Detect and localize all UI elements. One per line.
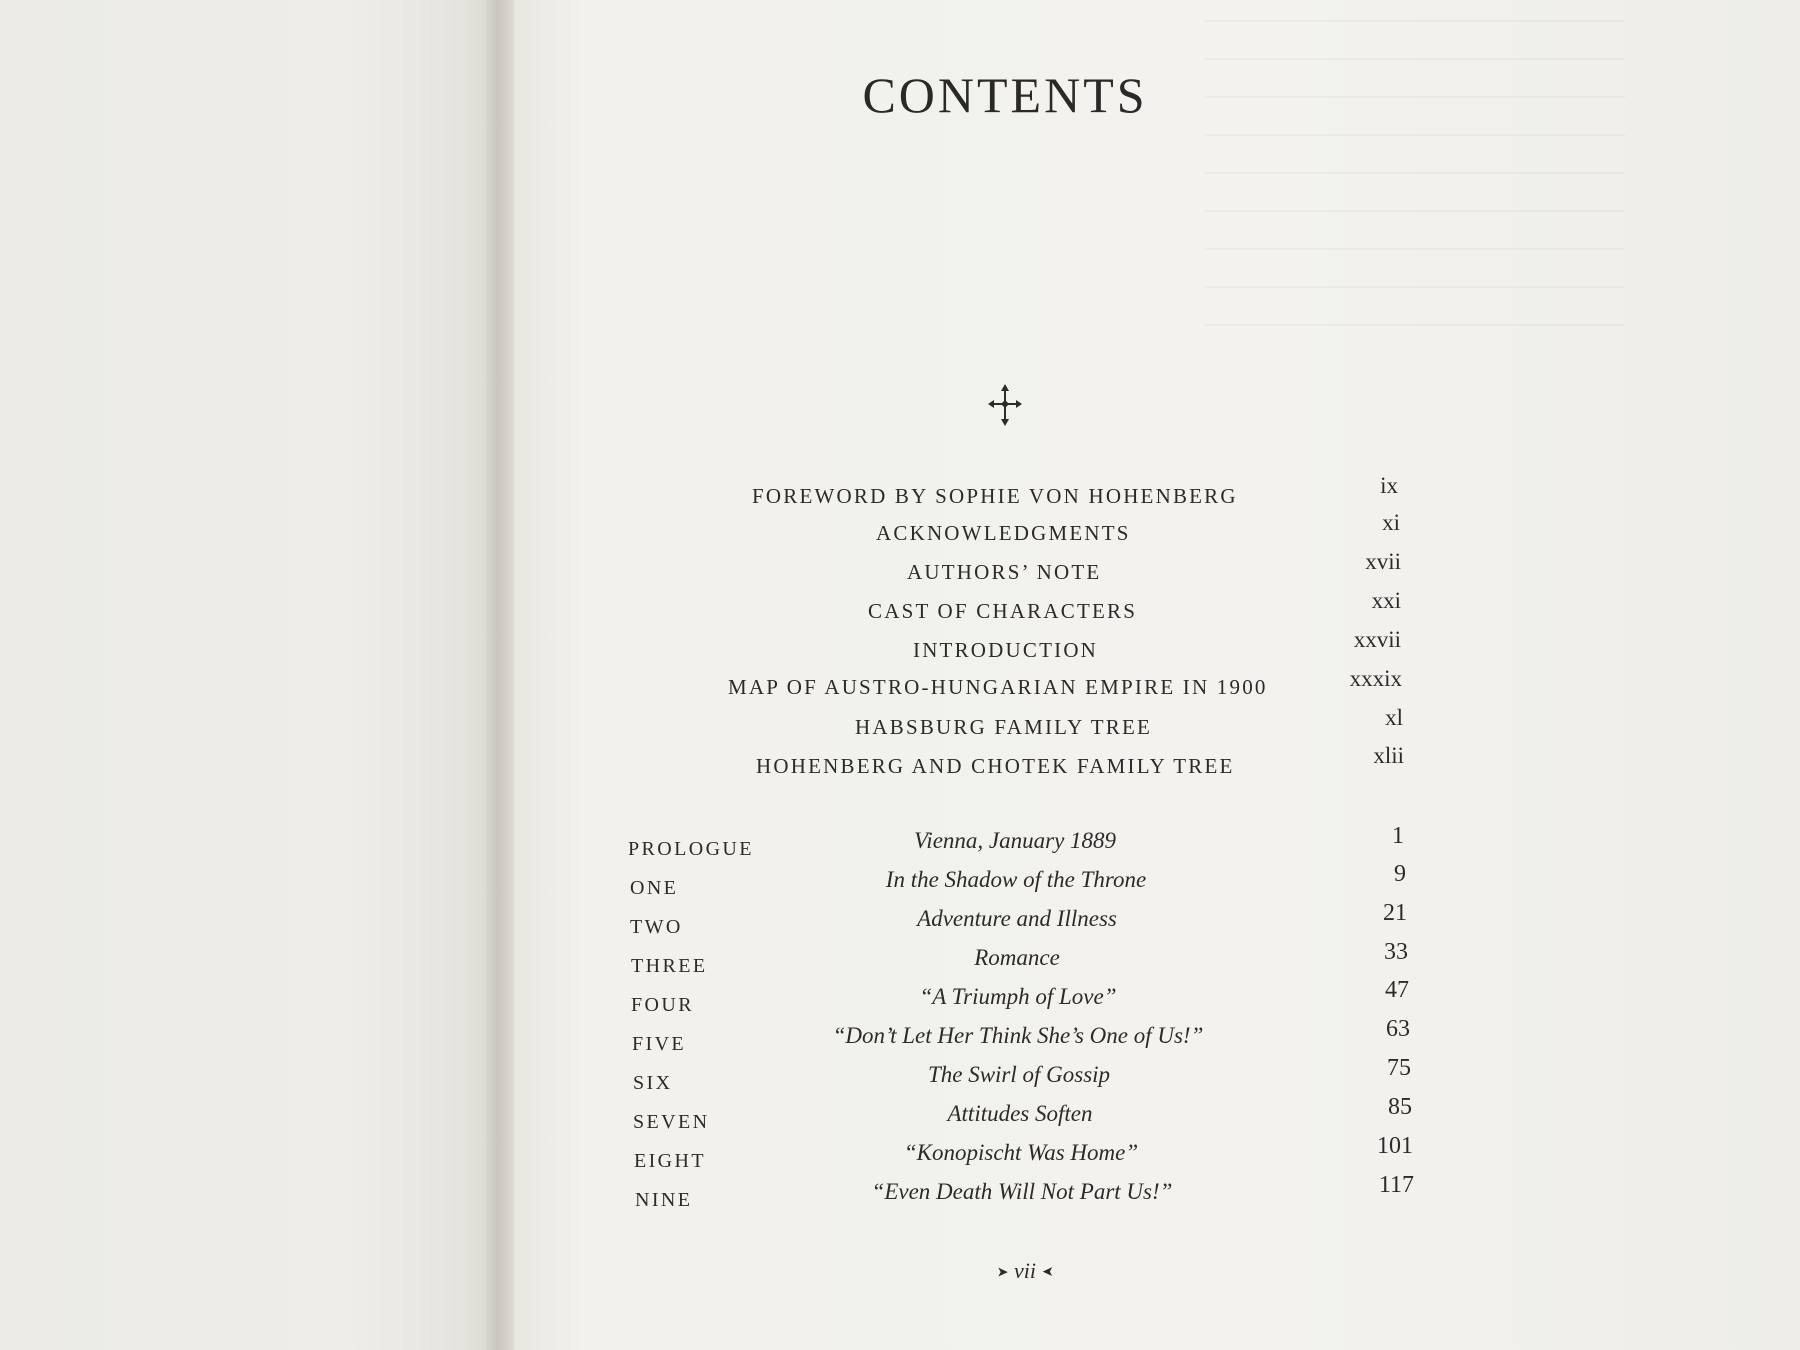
chapter-page-prologue: 1 bbox=[1392, 823, 1404, 849]
chapter-title-eight: “Konopischt Was Home” bbox=[903, 1140, 1139, 1165]
cross-ornament-icon bbox=[988, 384, 1022, 426]
chapter-title-two: Adventure and Illness bbox=[917, 906, 1117, 931]
chapter-title-one: In the Shadow of the Throne bbox=[885, 867, 1147, 892]
fm-entry-introduction: INTRODUCTION bbox=[913, 638, 1099, 662]
fm-page-foreword: ix bbox=[1380, 473, 1398, 498]
chapter-label-nine: NINE bbox=[635, 1189, 693, 1211]
chapter-label-two: TWO bbox=[630, 916, 683, 938]
fm-entry-map: MAP OF AUSTRO-HUNGARIAN EMPIRE IN 1900 bbox=[728, 675, 1268, 699]
chapter-page-nine: 117 bbox=[1378, 1172, 1414, 1198]
fm-entry-cast-of-characters: CAST OF CHARACTERS bbox=[868, 599, 1138, 623]
chapter-label-six: SIX bbox=[633, 1072, 673, 1094]
chapter-title-five: “Don’t Let Her Think She’s One of Us!” bbox=[832, 1023, 1204, 1048]
fm-entry-hohenberg-tree: HOHENBERG AND CHOTEK FAMILY TREE bbox=[756, 754, 1235, 778]
page-folio bbox=[960, 1258, 1090, 1284]
folio-number: vii bbox=[1014, 1258, 1036, 1283]
chapter-page-two: 21 bbox=[1383, 900, 1407, 926]
fm-entry-authors-note: AUTHORS’ NOTE bbox=[907, 560, 1102, 584]
chapter-page-one: 9 bbox=[1394, 861, 1406, 887]
fm-entry-habsburg-tree: HABSBURG FAMILY TREE bbox=[855, 715, 1153, 739]
chapter-page-seven: 85 bbox=[1388, 1094, 1412, 1120]
chapter-label-eight: EIGHT bbox=[634, 1150, 706, 1172]
book-gutter bbox=[486, 0, 514, 1350]
chapter-page-six: 75 bbox=[1387, 1055, 1411, 1081]
chapter-page-four: 47 bbox=[1385, 977, 1409, 1003]
chapter-title-nine: “Even Death Will Not Part Us!” bbox=[871, 1179, 1173, 1204]
fm-page-cast-of-characters: xxi bbox=[1371, 588, 1401, 613]
chapter-label-four: FOUR bbox=[631, 994, 694, 1016]
chapter-page-three: 33 bbox=[1384, 939, 1408, 965]
fm-page-habsburg-tree: xl bbox=[1385, 705, 1403, 730]
chapter-label-one: ONE bbox=[630, 877, 679, 899]
page-title: CONTENTS bbox=[862, 67, 1148, 123]
fm-page-map: xxxix bbox=[1349, 666, 1402, 691]
chapter-title-seven: Attitudes Soften bbox=[947, 1101, 1093, 1126]
fm-page-introduction: xxvii bbox=[1353, 627, 1401, 652]
chapter-title-six: The Swirl of Gossip bbox=[927, 1062, 1111, 1087]
fm-page-authors-note: xvii bbox=[1365, 549, 1401, 574]
chapter-label-prologue: PROLOGUE bbox=[628, 838, 754, 860]
chapter-page-eight: 101 bbox=[1377, 1133, 1413, 1159]
chapter-label-three: THREE bbox=[631, 955, 708, 977]
left-page bbox=[0, 0, 500, 1350]
chapter-label-seven: SEVEN bbox=[633, 1111, 710, 1133]
chapter-title-three: Romance bbox=[974, 945, 1060, 970]
chapter-title-four: “A Triumph of Love” bbox=[919, 984, 1117, 1009]
chapter-title-prologue: Vienna, January 1889 bbox=[913, 828, 1117, 853]
fm-entry-acknowledgments: ACKNOWLEDGMENTS bbox=[876, 521, 1131, 545]
fm-page-acknowledgments: xi bbox=[1382, 510, 1400, 535]
fm-page-hohenberg-tree: xlii bbox=[1373, 743, 1404, 768]
chapter-label-five: FIVE bbox=[632, 1033, 687, 1055]
fm-entry-foreword: FOREWORD BY SOPHIE VON HOHENBERG bbox=[752, 484, 1238, 508]
chapter-page-five: 63 bbox=[1386, 1016, 1410, 1042]
arrow-right-ornament-icon: ➤ bbox=[996, 1265, 1009, 1281]
arrow-left-ornament-icon: ➤ bbox=[1041, 1265, 1054, 1281]
